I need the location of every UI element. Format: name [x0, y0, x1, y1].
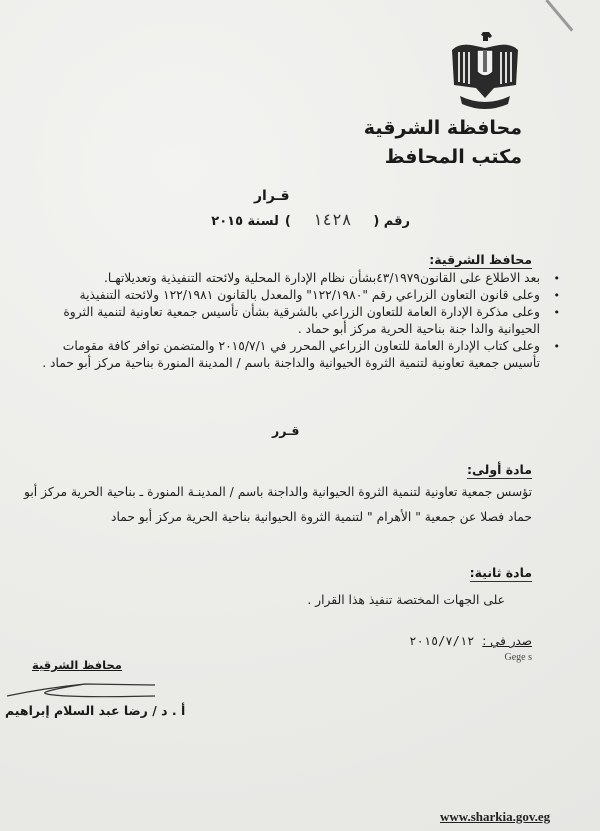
preamble-bullet: [0, 304, 560, 338]
article-two-text: على الجهات المختصة تنفيذ هذا القرار .: [307, 593, 505, 607]
resolved-heading: قـرر: [272, 423, 300, 438]
preamble-bullet: [0, 338, 560, 372]
signatory-title: محافظ الشرقية: [32, 658, 122, 672]
decision-number-suffix: ): [284, 214, 291, 229]
signatory-name: أ . د / رضا عبد السلام إبراهيم: [5, 703, 186, 718]
article-line: حماد فصلا عن جمعية " الأهرام " لتنمية الثروة الحيوانية بناحية الحرية مركز أبو حماد: [111, 510, 532, 524]
article-two-heading: مادة ثانية:: [469, 565, 532, 580]
office-title: مكتب المحافظ: [384, 146, 522, 168]
issued-date-value: ٢٠١٥/٧/١٢: [409, 634, 475, 648]
article-line: تؤسس جمعية تعاونية لتنمية الثروة الحيوانية والداجنة باسم / المدينـة المنورة ـ بناحية الحرية مركز أبو: [24, 485, 532, 499]
decision-year: لسنة ٢٠١٥: [211, 214, 279, 229]
bullet-line: • وعلى مذكرة الإدارة العامة للتعاون الزراعي بالشرقية بشأن تأسيس جمعية تعاونية لتنمية الثروة: [63, 305, 540, 319]
egypt-eagle-emblem-icon: [450, 30, 520, 112]
bullet-line: • وعلى كتاب الإدارة العامة للتعاون الزراعي المحرر في ٢٠١٥/٧/١ والمتضمن توافر كافة مقومات: [62, 339, 540, 353]
bullet-line: • بعد الاطلاع على القانون٤٣/١٩٧٩بشأن نظام الإدارة المحلية ولائحته التنفيذية وتعديلاتهـا.: [103, 271, 540, 285]
preamble-heading: محافظ الشرقية:: [429, 252, 532, 267]
issued-label: صدر في :: [482, 634, 532, 648]
decision-number-handwritten: ١٤٢٨: [312, 210, 352, 229]
article-one-heading: مادة أولى:: [467, 462, 532, 477]
article-one-text: [2, 484, 532, 534]
preamble-bullets: [0, 270, 560, 372]
bullet-line: تأسيس جمعية تعاونية لتنمية الثروة الحيوانية والداجنة باسم / المدينة المنورة بناحية مركز أبو حماد .: [42, 356, 540, 370]
governorate-title: محافظة الشرقية: [363, 117, 522, 139]
decision-title: قـرار: [254, 188, 290, 204]
initials: Gege s: [504, 652, 532, 663]
website-link[interactable]: www.sharkia.gov.eg: [440, 809, 551, 824]
issued-date: [409, 634, 532, 648]
scan-artifact-line: [545, 0, 573, 32]
decision-number-prefix: رقم (: [373, 214, 410, 229]
decision-number: [180, 210, 410, 229]
signature-stroke-icon: [5, 680, 160, 700]
bullet-line: • وعلى قانون التعاون الزراعي رقم "١٢٢/١٩٨٠" والمعدل بالقانون ١٢٢/١٩٨١ ولائحته التنفيذية: [79, 288, 540, 302]
preamble-bullet: [0, 270, 560, 287]
preamble-bullet: [0, 287, 560, 304]
bullet-line: الحيوانية والدا جنة بناحية الحرية مركز أبو حماد .: [297, 322, 540, 336]
